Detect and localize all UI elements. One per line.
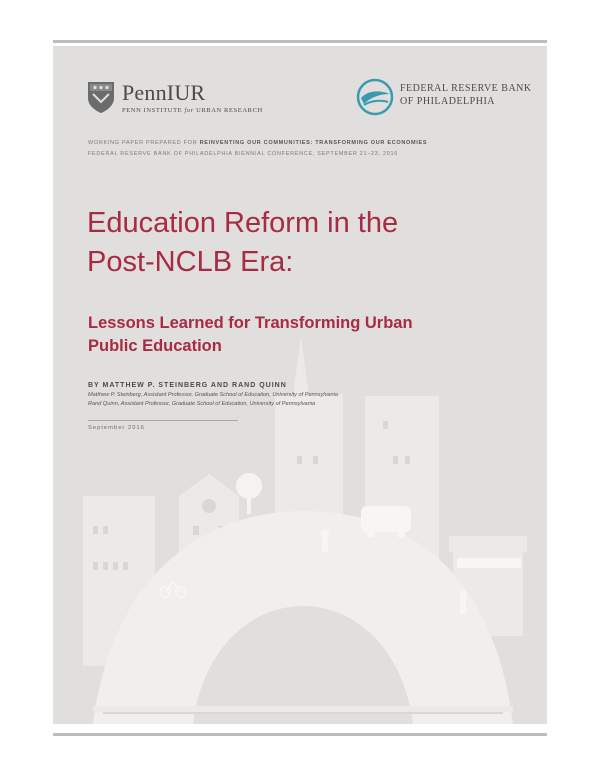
author-affiliation: Matthew P. Steinberg, Assistant Professor, Graduate School of Education, University of Pennsylvania bbox=[88, 392, 338, 398]
byline bbox=[88, 380, 528, 409]
penn-iur-subtitle: PENN INSTITUTE for URBAN RESEARCH bbox=[122, 107, 263, 114]
bottom-rule bbox=[53, 733, 547, 736]
federal-reserve-name: FEDERAL RESERVE BANK OF PHILADELPHIA bbox=[400, 83, 532, 107]
author-affiliation: Rand Quinn, Assistant Professor, Graduate School of Education, University of Pennsylvania bbox=[88, 401, 316, 407]
cover-panel bbox=[53, 46, 547, 724]
conference-line: FEDERAL RESERVE BANK OF PHILADELPHIA BIENNIAL CONFERENCE, SEPTEMBER 21–23, 2016 bbox=[88, 151, 399, 157]
document-title: Education Reform in the Post-NCLB Era: bbox=[87, 207, 399, 278]
working-paper-line: WORKING PAPER PREPARED FOR REINVENTING OUR COMMUNITIES: TRANSFORMING OUR ECONOMIES bbox=[88, 140, 428, 146]
document-subtitle: Lessons Learned for Transforming Urban Public Education bbox=[88, 314, 413, 355]
penn-iur-name: PennIUR bbox=[122, 80, 206, 105]
authors: BY MATTHEW P. STEINBERG AND RAND QUINN bbox=[88, 382, 287, 389]
penn-iur-logo bbox=[86, 80, 263, 120]
top-rule bbox=[53, 40, 547, 43]
fed-eagle-icon bbox=[356, 78, 394, 116]
federal-reserve-logo bbox=[356, 76, 532, 120]
date-divider bbox=[88, 420, 238, 421]
penn-shield-icon bbox=[86, 80, 116, 114]
conference-info bbox=[88, 138, 528, 160]
publication-date: September 2016 bbox=[88, 425, 145, 431]
